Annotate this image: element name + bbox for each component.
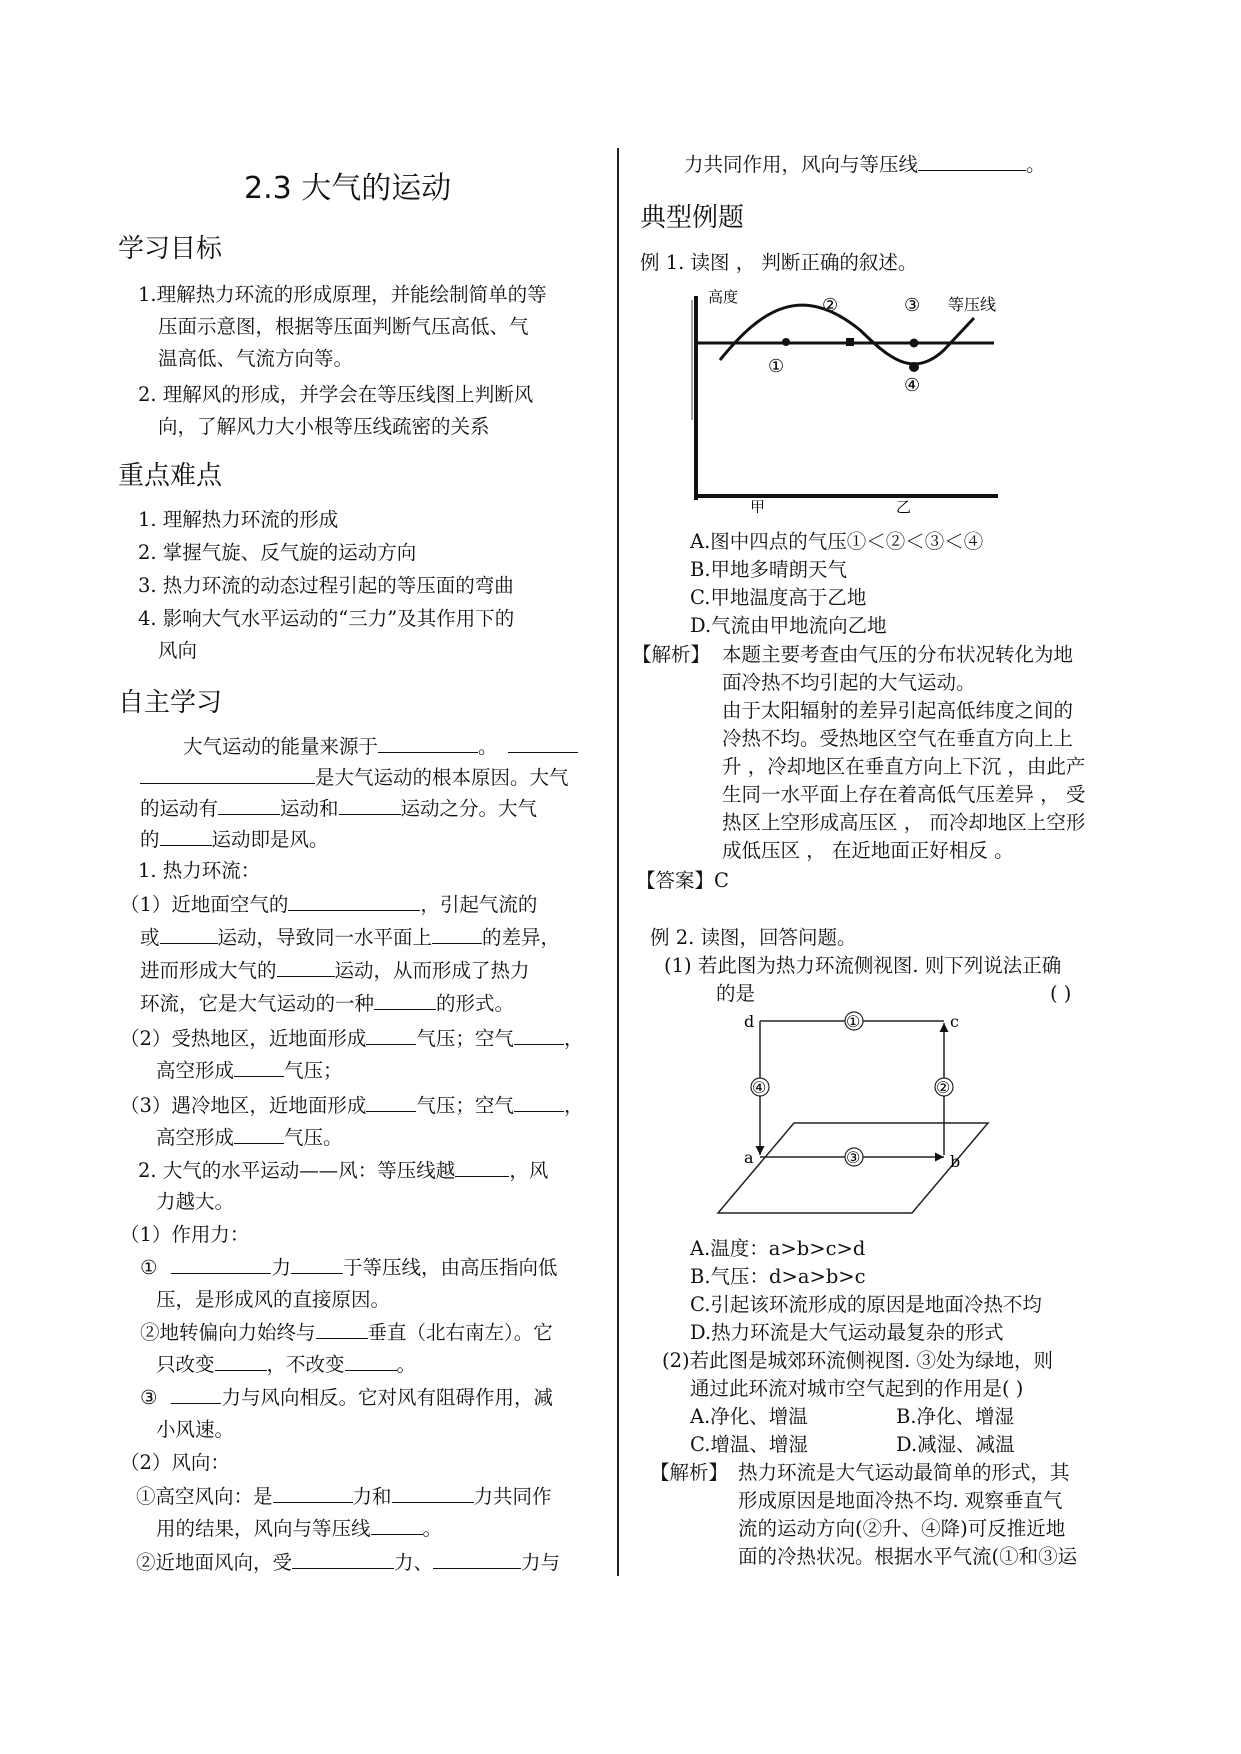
self-line: （1）近地面空气的 ，引起气流的 <box>120 893 538 916</box>
goals-heading: 学习目标 <box>118 234 223 264</box>
self-line: ① 力 于等压线，由高压指向低 <box>140 1256 558 1279</box>
ex1-answer: 【答案】C <box>636 869 729 892</box>
point-label-2: ② <box>822 295 839 316</box>
corner-label-c: c <box>950 1012 959 1031</box>
self-line: 小风速。 <box>156 1418 235 1441</box>
ex2-option: A.温度：a>b>c>d <box>690 1237 866 1260</box>
corner-label-a: a <box>744 1148 754 1167</box>
ex2-q1-paren: ( ) <box>1050 982 1072 1005</box>
ex2-analysis-line: 面的冷热状况。根据水平气流(①和③运 <box>738 1545 1078 1568</box>
key-point: 2. 掌握气旋、反气旋的运动方向 <box>138 541 417 564</box>
column-divider <box>617 148 619 1576</box>
self-line: 大气运动的能量来源于 。 <box>183 734 578 760</box>
point-label-3: ③ <box>904 295 921 316</box>
ex1-analysis-line: 升 ，冷却地区在垂直方向上下沉 ，由此产 <box>722 755 1086 778</box>
page-title: 2.3 大气的运动 <box>244 171 452 206</box>
goal-line: 向，了解风力大小根等压线疏密的关系 <box>158 415 490 438</box>
self-line: （2）受热地区，近地面形成 气压；空气 ， <box>120 1027 584 1050</box>
ex1-analysis-line: 本题主要考查由气压的分布状况转化为地 <box>722 643 1074 666</box>
key-point: 3. 热力环流的动态过程引起的等压面的弯曲 <box>138 574 514 597</box>
isobar-figure <box>682 288 1002 513</box>
self-line: 压，是形成风的直接原因。 <box>156 1288 391 1311</box>
circulation-figure <box>712 1005 1002 1220</box>
example1-prompt: 例 1. 读图 ， 判断正确的叙述。 <box>640 251 918 274</box>
ex1-analysis-line: 生同一水平面上存在着高低气压差异 ， 受 <box>722 783 1086 806</box>
self-line: 2. 大气的水平运动——风：等压线越 ，风 <box>138 1159 549 1182</box>
self-line: 是大气运动的根本原因。大气 <box>140 765 569 791</box>
key-point: 4. 影响大气水平运动的“三力”及其作用下的 <box>138 607 515 630</box>
ex2-option: B.气压：d>a>b>c <box>690 1265 866 1288</box>
ex1-option: C.甲地温度高于乙地 <box>690 586 867 609</box>
point-label-1: ① <box>768 356 785 377</box>
ex2-q1-line: 的是 <box>716 982 756 1005</box>
self-line: 进而形成大气的 运动，从而形成了热力 <box>140 959 530 982</box>
self-line: 的 运动即是风。 <box>140 828 329 851</box>
goal-line: 温高低、气流方向等。 <box>158 347 354 370</box>
ex1-analysis-line: 面冷热不均引起的大气运动。 <box>722 671 976 694</box>
arrow-label-3: ③ <box>846 1148 861 1167</box>
self-study-heading: 自主学习 <box>118 688 223 718</box>
corner-label-b: b <box>950 1152 961 1171</box>
self-line: （1）作用力： <box>120 1223 250 1246</box>
ex1-analysis-line: 成低压区 ， 在近地面正好相反 。 <box>722 839 1014 862</box>
ex2-q2-line: 通过此环流对城市空气起到的作用是( ) <box>690 1377 1024 1400</box>
self-line: 高空形成 气压。 <box>156 1126 343 1149</box>
arrow-label-2: ② <box>936 1078 951 1097</box>
self-line: ②地转偏向力始终与 垂直（北右南左）。它 <box>140 1321 553 1344</box>
goal-line: 2. 理解风的形成，并学会在等压线图上判断风 <box>138 383 534 406</box>
arrow-label-4: ④ <box>752 1078 767 1097</box>
self-line: 力越大。 <box>156 1190 235 1213</box>
self-line: （3）遇冷地区，近地面形成 气压；空气 ， <box>120 1094 584 1117</box>
ex1-option: B.甲地多晴朗天气 <box>690 558 848 581</box>
ex2-option: C.引起该环流形成的原因是地面冷热不均 <box>690 1293 1042 1316</box>
x-label-jia: 甲 <box>750 498 766 513</box>
self-line: 只改变 ，不改变 。 <box>156 1353 417 1376</box>
y-axis-label: 高度 <box>708 288 739 306</box>
corner-label-d: d <box>744 1012 755 1031</box>
ex2-analysis-line: 热力环流是大气运动最简单的形式，其 <box>738 1461 1070 1484</box>
ex2-q2-line: (2)若此图是城郊环流侧视图. ③处为绿地，则 <box>662 1349 1054 1372</box>
point-label-4: ④ <box>904 375 921 396</box>
self-line: 用的结果，风向与等压线 。 <box>156 1517 443 1540</box>
self-line: ①高空风向：是 力和 力共同作 <box>136 1485 552 1508</box>
examples-heading: 典型例题 <box>640 203 745 233</box>
key-point: 1. 理解热力环流的形成 <box>138 508 339 531</box>
goal-line: 1.理解热力环流的形成原理，并能绘制简单的等 <box>138 283 547 306</box>
ex2-analysis-line: 流的运动方向(②升、④降)可反推近地 <box>738 1517 1066 1540</box>
example2-prompt: 例 2. 读图，回答问题。 <box>650 926 857 949</box>
ex2-option: D.热力环流是大气运动最复杂的形式 <box>690 1321 1004 1344</box>
self-line: 1. 热力环流： <box>138 859 261 882</box>
self-line: ③ 力与风向相反。它对风有阻碍作用，减 <box>140 1386 553 1409</box>
ex2-q2-option: D.减湿、减温 <box>896 1433 1015 1456</box>
ex2-q1-line: (1) 若此图为热力环流侧视图. 则下列说法正确 <box>664 954 1062 977</box>
self-line: 高空形成 气压； <box>156 1059 343 1082</box>
key-heading: 重点难点 <box>118 461 223 491</box>
arrow-label-1: ① <box>846 1012 861 1031</box>
key-point: 风向 <box>158 639 198 662</box>
isobar-label: 等压线 <box>948 295 997 314</box>
goal-line: 压面示意图，根据等压面判断气压高低、气 <box>158 315 529 338</box>
ex1-analysis-label: 【解析】 <box>632 643 711 666</box>
ex1-option: A.图中四点的气压①＜②＜③＜④ <box>690 530 984 553</box>
self-line: ②近地面风向，受 力、 力与 <box>136 1551 561 1574</box>
self-line: 的运动有 运动和 运动之分。大气 <box>140 797 538 820</box>
ex1-option: D.气流由甲地流向乙地 <box>690 614 887 637</box>
ex1-analysis-line: 热区上空形成高压区 ， 而冷却地区上空形 <box>722 811 1086 834</box>
ex1-analysis-line: 由于太阳辐射的差异引起高低纬度之间的 <box>722 699 1074 722</box>
ex2-analysis-label: 【解析】 <box>650 1461 729 1484</box>
self-line: 或 运动，导致同一水平面上 的差异， <box>140 926 561 949</box>
continued-line: 力共同作用，风向与等压线 。 <box>684 153 1046 176</box>
x-label-yi: 乙 <box>896 498 912 513</box>
self-line: （2）风向： <box>120 1451 230 1474</box>
self-line: 环流，它是大气运动的一种 的形式。 <box>140 992 515 1015</box>
ex2-analysis-line: 形成原因是地面冷热不均. 观察垂直气 <box>738 1489 1063 1512</box>
ex2-q2-option: B.净化、增湿 <box>896 1405 1015 1428</box>
ex1-analysis-line: 冷热不均。受热地区空气在垂直方向上上 <box>722 727 1074 750</box>
ex2-q2-option: A.净化、增温 <box>690 1405 808 1428</box>
ex2-q2-option: C.增温、增湿 <box>690 1433 808 1456</box>
